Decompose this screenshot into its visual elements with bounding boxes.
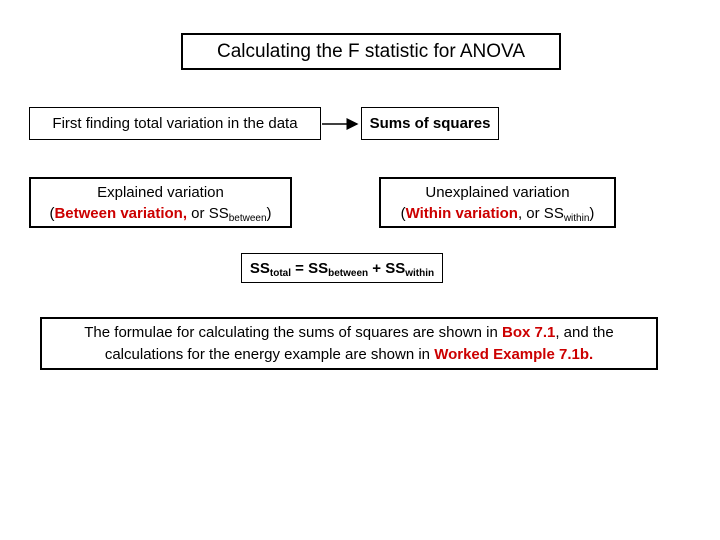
ss-total-symbol: SS: [249, 259, 270, 277]
close-paren: ): [266, 204, 272, 222]
within-variation-line: [401, 203, 595, 224]
between-subscript: between: [328, 267, 369, 279]
plus-ss-symbol: + SS: [368, 259, 406, 277]
close-paren: ): [589, 204, 595, 222]
unexplained-variation-box: [379, 177, 616, 228]
ss-label: , or SS: [517, 204, 564, 222]
sums-of-squares-label: Sums of squares: [369, 115, 491, 132]
total-variation-label: First finding total variation in the data: [52, 115, 298, 132]
open-paren: (: [400, 204, 406, 222]
explained-variation-box: [29, 177, 292, 228]
open-paren: (: [49, 204, 55, 222]
equals-ss-symbol: = SS: [291, 259, 329, 277]
note-text-2: , and the: [555, 323, 614, 341]
within-subscript: within: [563, 212, 590, 224]
note-text-1: The formulae for calculating the sums of squares are shown in: [84, 323, 502, 341]
sums-of-squares-box: [361, 107, 499, 140]
note-line-2: [105, 344, 593, 366]
equation-box: [241, 253, 443, 283]
explained-variation-heading: Explained variation: [97, 183, 224, 201]
between-variation-line: [49, 203, 271, 224]
within-variation-term: Within variation: [405, 204, 518, 222]
equation: [250, 260, 434, 277]
formulae-note-box: [40, 317, 658, 370]
note-line-1: [84, 322, 613, 344]
total-subscript: total: [269, 267, 291, 279]
note-text-3: calculations for the energy example are shown in: [104, 345, 435, 363]
box-7-1-reference: Box 7.1: [501, 323, 556, 341]
unexplained-variation-heading: Unexplained variation: [425, 183, 570, 201]
diagram-title: Calculating the F statistic for ANOVA: [217, 40, 525, 62]
worked-example-reference: Worked Example 7.1b.: [434, 345, 594, 363]
ss-label: or SS: [187, 204, 229, 222]
within-subscript: within: [405, 267, 435, 279]
between-subscript: between: [228, 212, 267, 224]
between-variation-term: Between variation,: [54, 204, 188, 222]
